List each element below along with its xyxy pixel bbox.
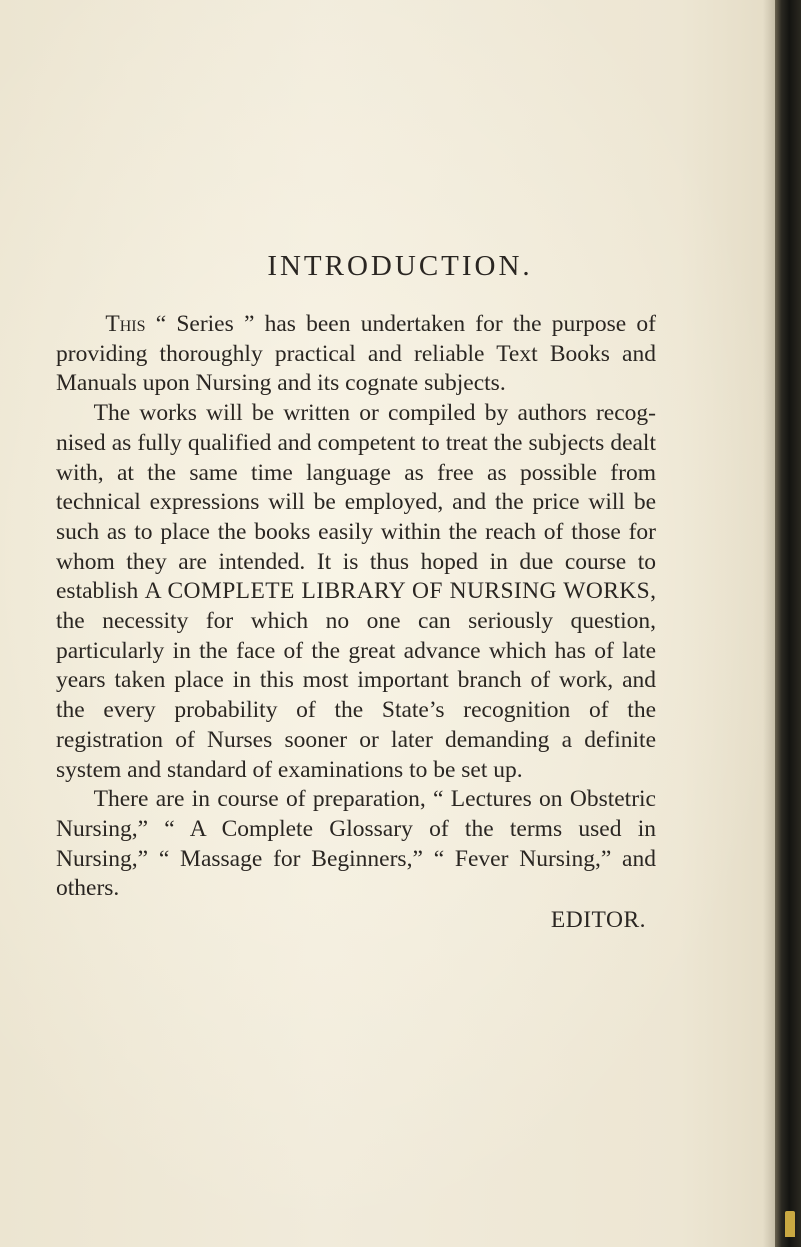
paragraph-3: There are in course of preparation, “ Lectures on Obstetric Nursing,” “ A Complete Glossary of the terms used in Nursing,” “ Massage for Beginners,” “ Fever Nursing,” and others. bbox=[56, 786, 656, 902]
gutter-shadow bbox=[763, 0, 775, 1247]
spine-bookmark bbox=[785, 1211, 795, 1237]
editor-signature: EDITOR. bbox=[550, 907, 646, 934]
page-title: INTRODUCTION. bbox=[267, 250, 533, 282]
paragraph-2 bbox=[56, 399, 656, 785]
paragraph-1-text: “ Series ” has been undertaken for the purpose of providing thoroughly practical and reliable Text Books and Manuals upon Nursing and its cognate subjects. bbox=[56, 311, 656, 397]
book-spine bbox=[775, 0, 801, 1247]
introduction-body bbox=[56, 310, 656, 936]
paragraph-2-text-a: The works will be written or compiled by authors recognised as fully qualified and competent to treat the subjects dealt with, at the same time language as free as possible from technical expressions will be employed, and the price will be such as to place the books easily within the reach of those for whom they are intended. It is thus hoped in due course to establish bbox=[56, 400, 656, 605]
paragraph-1 bbox=[56, 310, 656, 399]
library-title: A COMPLETE LIBRARY OF NURSING WORKS bbox=[144, 578, 651, 605]
paragraph-2-text-b: , the necessity for which no one can seriously question, particularly in the face of the great advance which has of late years taken place in this most important branch of work, and the every probability of the State’s recognition of the registration of Nurses sooner or later demanding a definite system and standard of examinations to be set up. bbox=[56, 578, 656, 783]
paragraph-1-lead: This bbox=[105, 311, 146, 337]
